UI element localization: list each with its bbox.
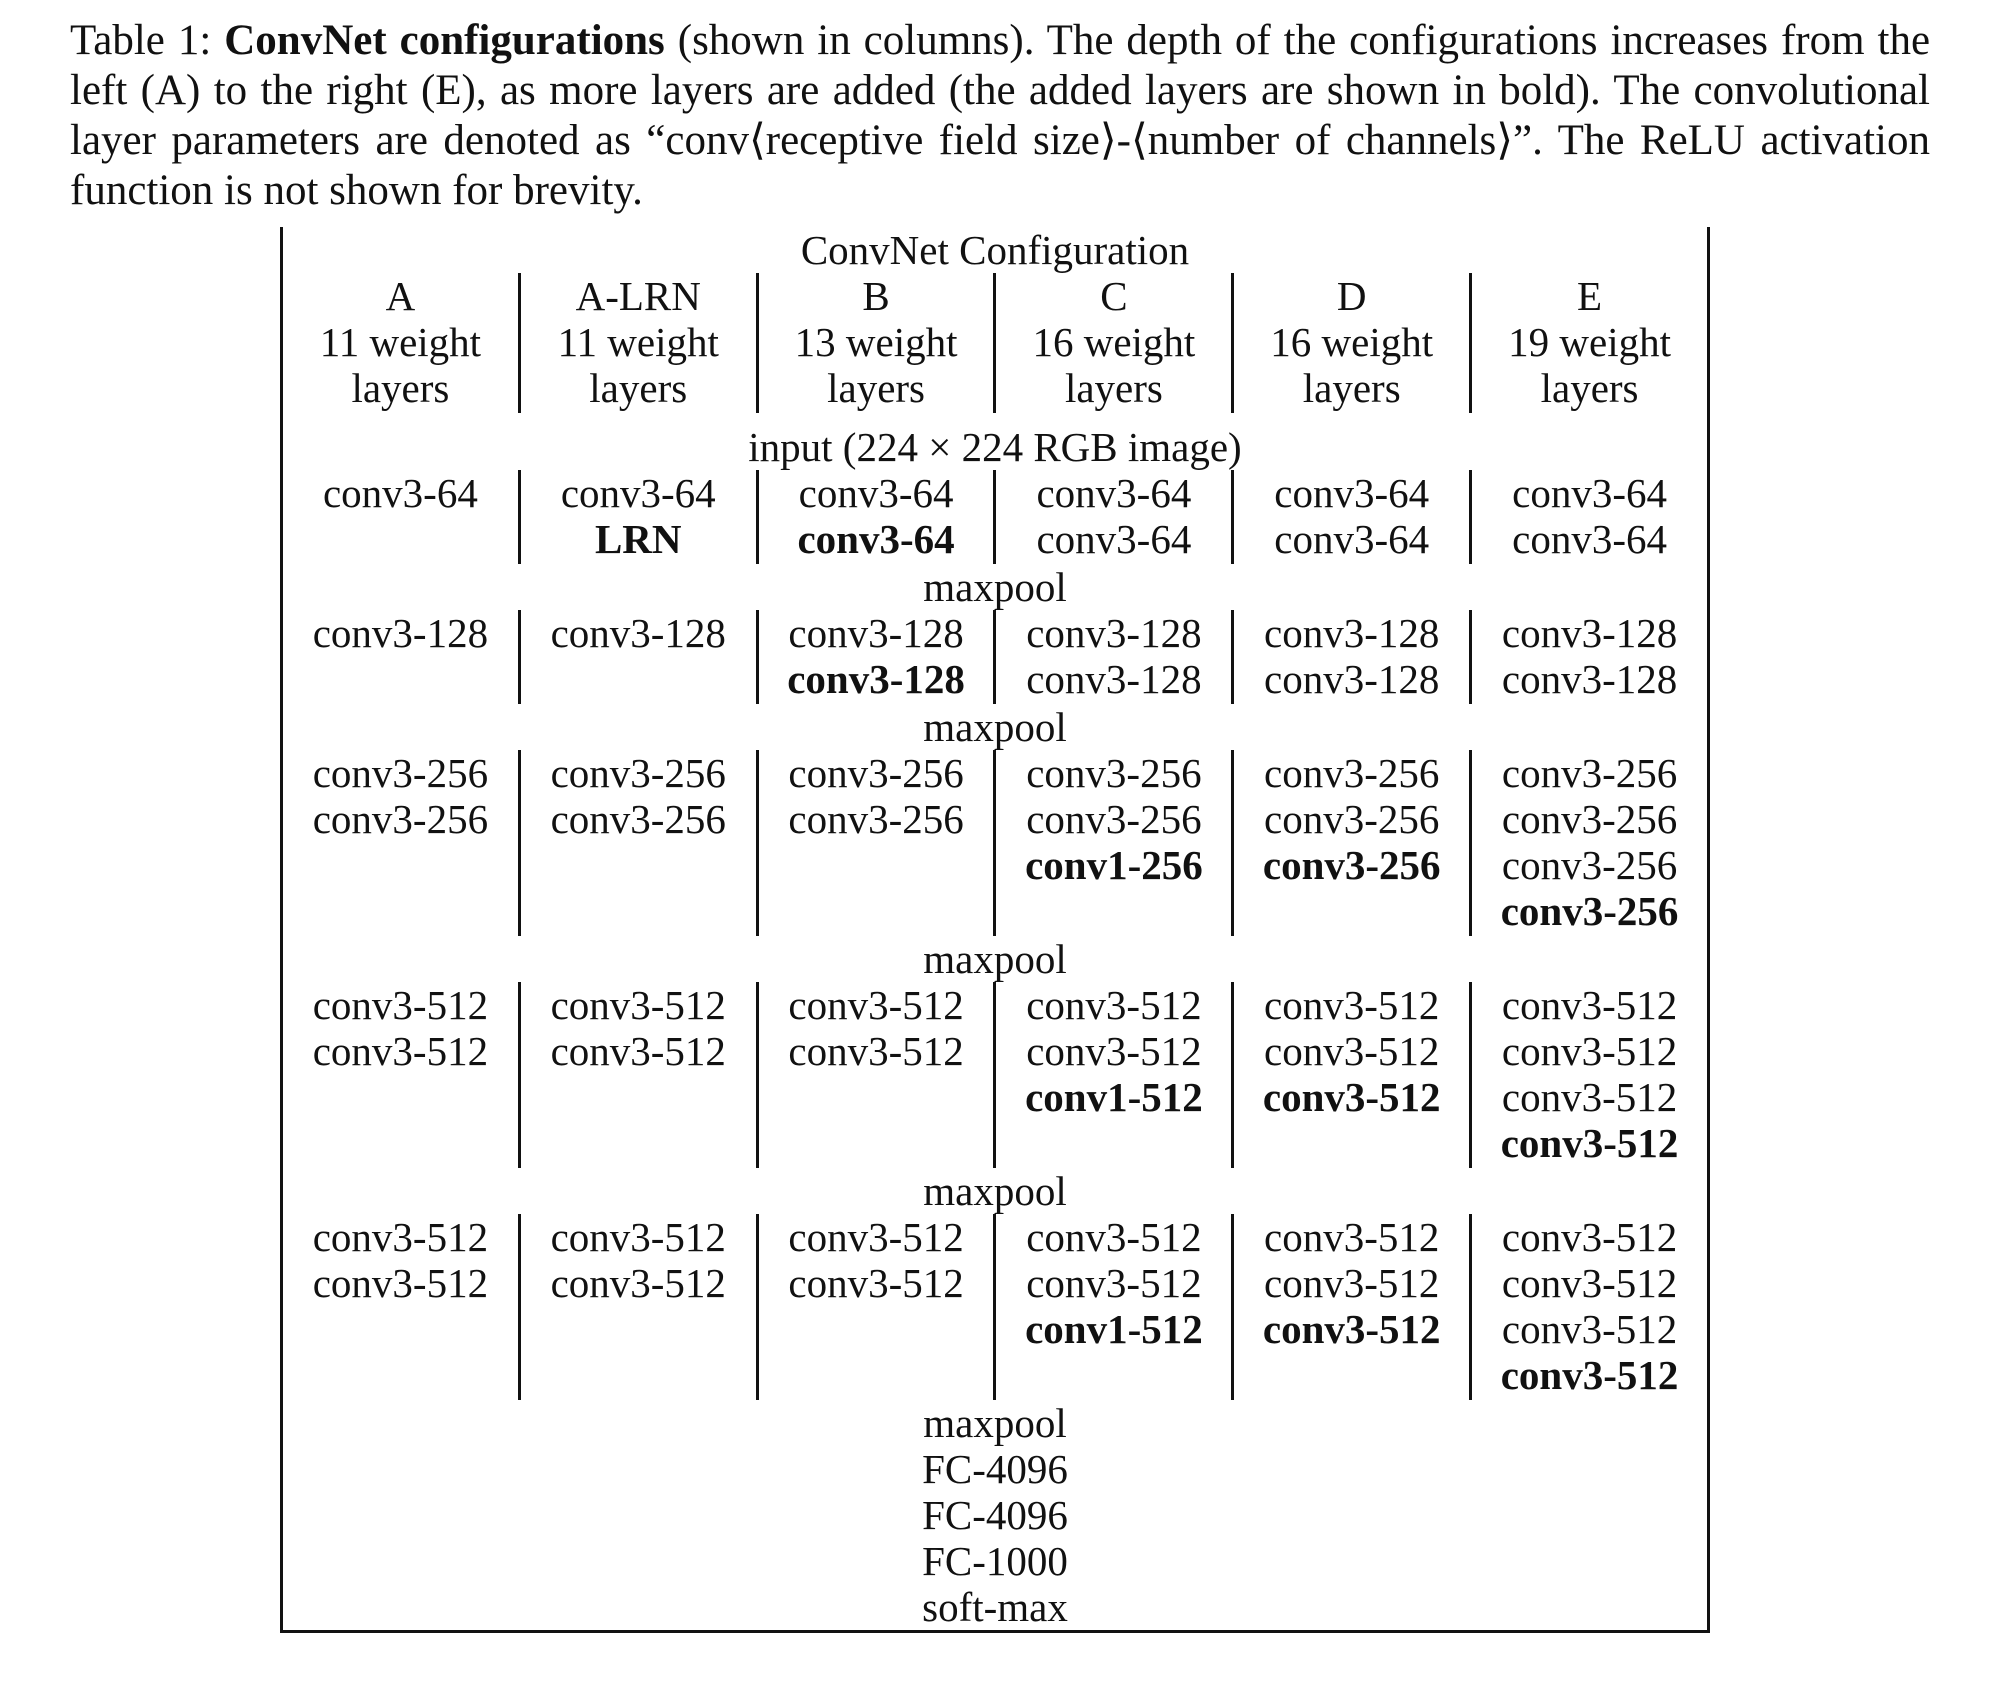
layer-entry: conv3-512	[1264, 982, 1440, 1028]
column-depth-b	[757, 319, 995, 413]
column-depth-e	[1471, 319, 1709, 413]
column-header-b: B	[757, 273, 995, 319]
layer-entry: conv3-512	[1501, 1074, 1678, 1120]
depth-line: layers	[1540, 365, 1639, 411]
layer-entry: conv3-256	[1501, 750, 1678, 796]
layer-entry: conv3-512	[788, 982, 964, 1028]
layer-entry: conv3-512	[1501, 1306, 1678, 1352]
layer-entry: conv3-256	[550, 796, 726, 842]
column-depth-d	[1233, 319, 1471, 413]
layer-entry: conv3-64	[797, 516, 955, 562]
layer-cell	[1471, 750, 1709, 936]
layer-entry: conv3-256	[1262, 842, 1441, 888]
layer-entry: conv3-256	[1500, 888, 1679, 934]
column-header-d: D	[1233, 273, 1471, 319]
layer-entry: conv3-512	[788, 1214, 964, 1260]
column-header-e: E	[1471, 273, 1709, 319]
layer-entry: conv3-128	[312, 610, 489, 656]
layer-entry: conv3-512	[1026, 1028, 1202, 1074]
depth-line: layers	[351, 365, 450, 411]
layer-entry: conv3-256	[1501, 842, 1678, 888]
layer-entry: conv3-128	[1501, 656, 1678, 702]
layer-cell	[282, 750, 520, 936]
layer-entry: conv3-256	[1026, 796, 1202, 842]
layer-entry: conv3-512	[1026, 1214, 1202, 1260]
tail-row: FC-4096	[922, 1446, 1068, 1492]
layer-cell	[519, 750, 757, 936]
layer-entry: conv3-512	[312, 1260, 489, 1306]
maxpool-row: maxpool	[923, 704, 1067, 750]
layer-cell	[519, 470, 757, 564]
column-depth-c	[995, 319, 1233, 413]
layer-entry: conv3-256	[788, 750, 964, 796]
column-depth-a-lrn	[519, 319, 757, 413]
layer-entry: conv3-128	[1264, 610, 1440, 656]
layer-entry: conv3-512	[1501, 982, 1678, 1028]
layer-entry: conv3-512	[1264, 1214, 1440, 1260]
layer-cell	[282, 470, 520, 564]
tail-row: soft-max	[922, 1584, 1068, 1630]
layer-cell	[519, 1214, 757, 1400]
depth-line: 11 weight	[557, 319, 719, 365]
layer-entry: conv3-512	[1501, 1214, 1678, 1260]
tail-row: FC-4096	[922, 1492, 1068, 1538]
layer-entry: conv3-64	[1512, 470, 1667, 516]
layer-cell	[995, 610, 1233, 704]
layer-entry: conv3-64	[322, 470, 478, 516]
tail-row: FC-1000	[922, 1538, 1068, 1584]
depth-line: 11 weight	[319, 319, 482, 365]
depth-line: layers	[589, 365, 688, 411]
layer-cell	[995, 750, 1233, 936]
layer-entry: conv3-128	[1501, 610, 1678, 656]
caption-text: (shown in columns). The depth of the configurations increases from the left (A) to the right (E), as more layers are added (the added layers are shown in bold). The convolutional layer parameters are denoted as “conv⟨receptive field size⟩-⟨number of channels⟩”. The ReLU activation function is not shown for brevity.	[70, 17, 1931, 214]
layer-entry: conv3-256	[1264, 750, 1440, 796]
layer-entry: conv3-256	[312, 750, 489, 796]
input-row: input (224 × 224 RGB image)	[748, 424, 1242, 470]
layer-cell	[1233, 470, 1471, 564]
layer-entry: conv3-512	[1262, 1074, 1441, 1120]
layer-entry: conv3-256	[1026, 750, 1202, 796]
layer-entry: conv3-512	[550, 1028, 726, 1074]
layer-cell	[1233, 982, 1471, 1168]
layer-entry: conv3-512	[788, 1028, 964, 1074]
layer-cell	[282, 610, 520, 704]
column-depth-a	[282, 319, 520, 413]
header-title: ConvNet Configuration	[800, 227, 1190, 273]
layer-cell	[519, 982, 757, 1168]
layer-entry: conv3-128	[1026, 656, 1202, 702]
column-header-a: A	[385, 273, 416, 319]
layer-entry: conv3-512	[550, 982, 726, 1028]
maxpool-row: maxpool	[923, 564, 1067, 610]
maxpool-row: maxpool	[923, 1168, 1067, 1214]
layer-entry: conv3-512	[312, 1214, 489, 1260]
layer-entry: conv3-128	[1264, 656, 1440, 702]
layer-entry: LRN	[594, 516, 682, 562]
layer-entry: conv3-64	[798, 470, 954, 516]
layer-cell	[1471, 610, 1709, 704]
depth-line: 19 weight	[1508, 319, 1671, 365]
depth-line: layers	[827, 365, 926, 411]
layer-entry: conv3-512	[1026, 982, 1202, 1028]
layer-entry: conv3-512	[550, 1260, 726, 1306]
layer-cell	[1233, 610, 1471, 704]
layer-entry: conv3-512	[1500, 1352, 1679, 1398]
layer-entry: conv3-256	[1501, 796, 1678, 842]
convnet-config-table	[280, 227, 1710, 1633]
layer-cell	[757, 470, 995, 564]
tail-row: maxpool	[923, 1400, 1067, 1446]
layer-entry: conv3-512	[1262, 1306, 1441, 1352]
layer-cell	[1471, 470, 1709, 564]
layer-entry: conv3-512	[1264, 1260, 1440, 1306]
layer-entry: conv3-128	[787, 656, 965, 702]
layer-entry: conv3-256	[788, 796, 964, 842]
layer-cell	[995, 1214, 1233, 1400]
layer-entry: conv3-64	[1036, 516, 1192, 562]
layer-entry: conv3-128	[788, 610, 964, 656]
layer-entry: conv3-512	[550, 1214, 726, 1260]
layer-entry: conv3-64	[1512, 516, 1667, 562]
table-caption	[70, 16, 1930, 216]
layer-entry: conv3-64	[1036, 470, 1192, 516]
column-header-c: C	[995, 273, 1233, 319]
layer-entry: conv1-256	[1025, 842, 1203, 888]
layer-entry: conv3-128	[550, 610, 726, 656]
layer-cell	[757, 1214, 995, 1400]
layer-entry: conv3-256	[550, 750, 726, 796]
table-gap	[282, 413, 1709, 424]
depth-line: layers	[1302, 365, 1401, 411]
layer-cell	[519, 610, 757, 704]
layer-cell	[1471, 982, 1709, 1168]
layer-entry: conv3-64	[1274, 516, 1430, 562]
layer-cell	[282, 982, 520, 1168]
maxpool-row: maxpool	[923, 936, 1067, 982]
layer-entry: conv3-512	[788, 1260, 964, 1306]
layer-entry: conv3-256	[312, 796, 489, 842]
layer-cell	[282, 1214, 520, 1400]
layer-entry: conv3-512	[1500, 1120, 1679, 1166]
layer-entry: conv3-512	[1264, 1028, 1440, 1074]
depth-line: 13 weight	[794, 319, 958, 365]
layer-entry: conv3-64	[1274, 470, 1430, 516]
layer-entry: conv3-512	[312, 1028, 489, 1074]
layer-entry: conv3-64	[560, 470, 716, 516]
layer-entry: conv3-512	[1026, 1260, 1202, 1306]
layer-cell	[1233, 1214, 1471, 1400]
layer-entry: conv1-512	[1025, 1074, 1203, 1120]
layer-cell	[757, 750, 995, 936]
layer-entry: conv1-512	[1025, 1306, 1203, 1352]
layer-cell	[1471, 1214, 1709, 1400]
layer-cell	[1233, 750, 1471, 936]
layer-entry: conv3-512	[1501, 1260, 1678, 1306]
layer-entry: conv3-128	[1026, 610, 1202, 656]
column-header-a-lrn: A-LRN	[519, 273, 757, 319]
depth-line: 16 weight	[1270, 319, 1434, 365]
caption-label: Table 1:	[70, 17, 212, 64]
layer-cell	[757, 982, 995, 1168]
depth-line: layers	[1064, 365, 1163, 411]
layer-cell	[995, 470, 1233, 564]
layer-entry: conv3-512	[312, 982, 489, 1028]
layer-cell	[995, 982, 1233, 1168]
layer-entry: conv3-256	[1264, 796, 1440, 842]
depth-line: 16 weight	[1032, 319, 1196, 365]
layer-entry: conv3-512	[1501, 1028, 1678, 1074]
caption-title: ConvNet configurations	[224, 17, 665, 64]
layer-cell	[757, 610, 995, 704]
